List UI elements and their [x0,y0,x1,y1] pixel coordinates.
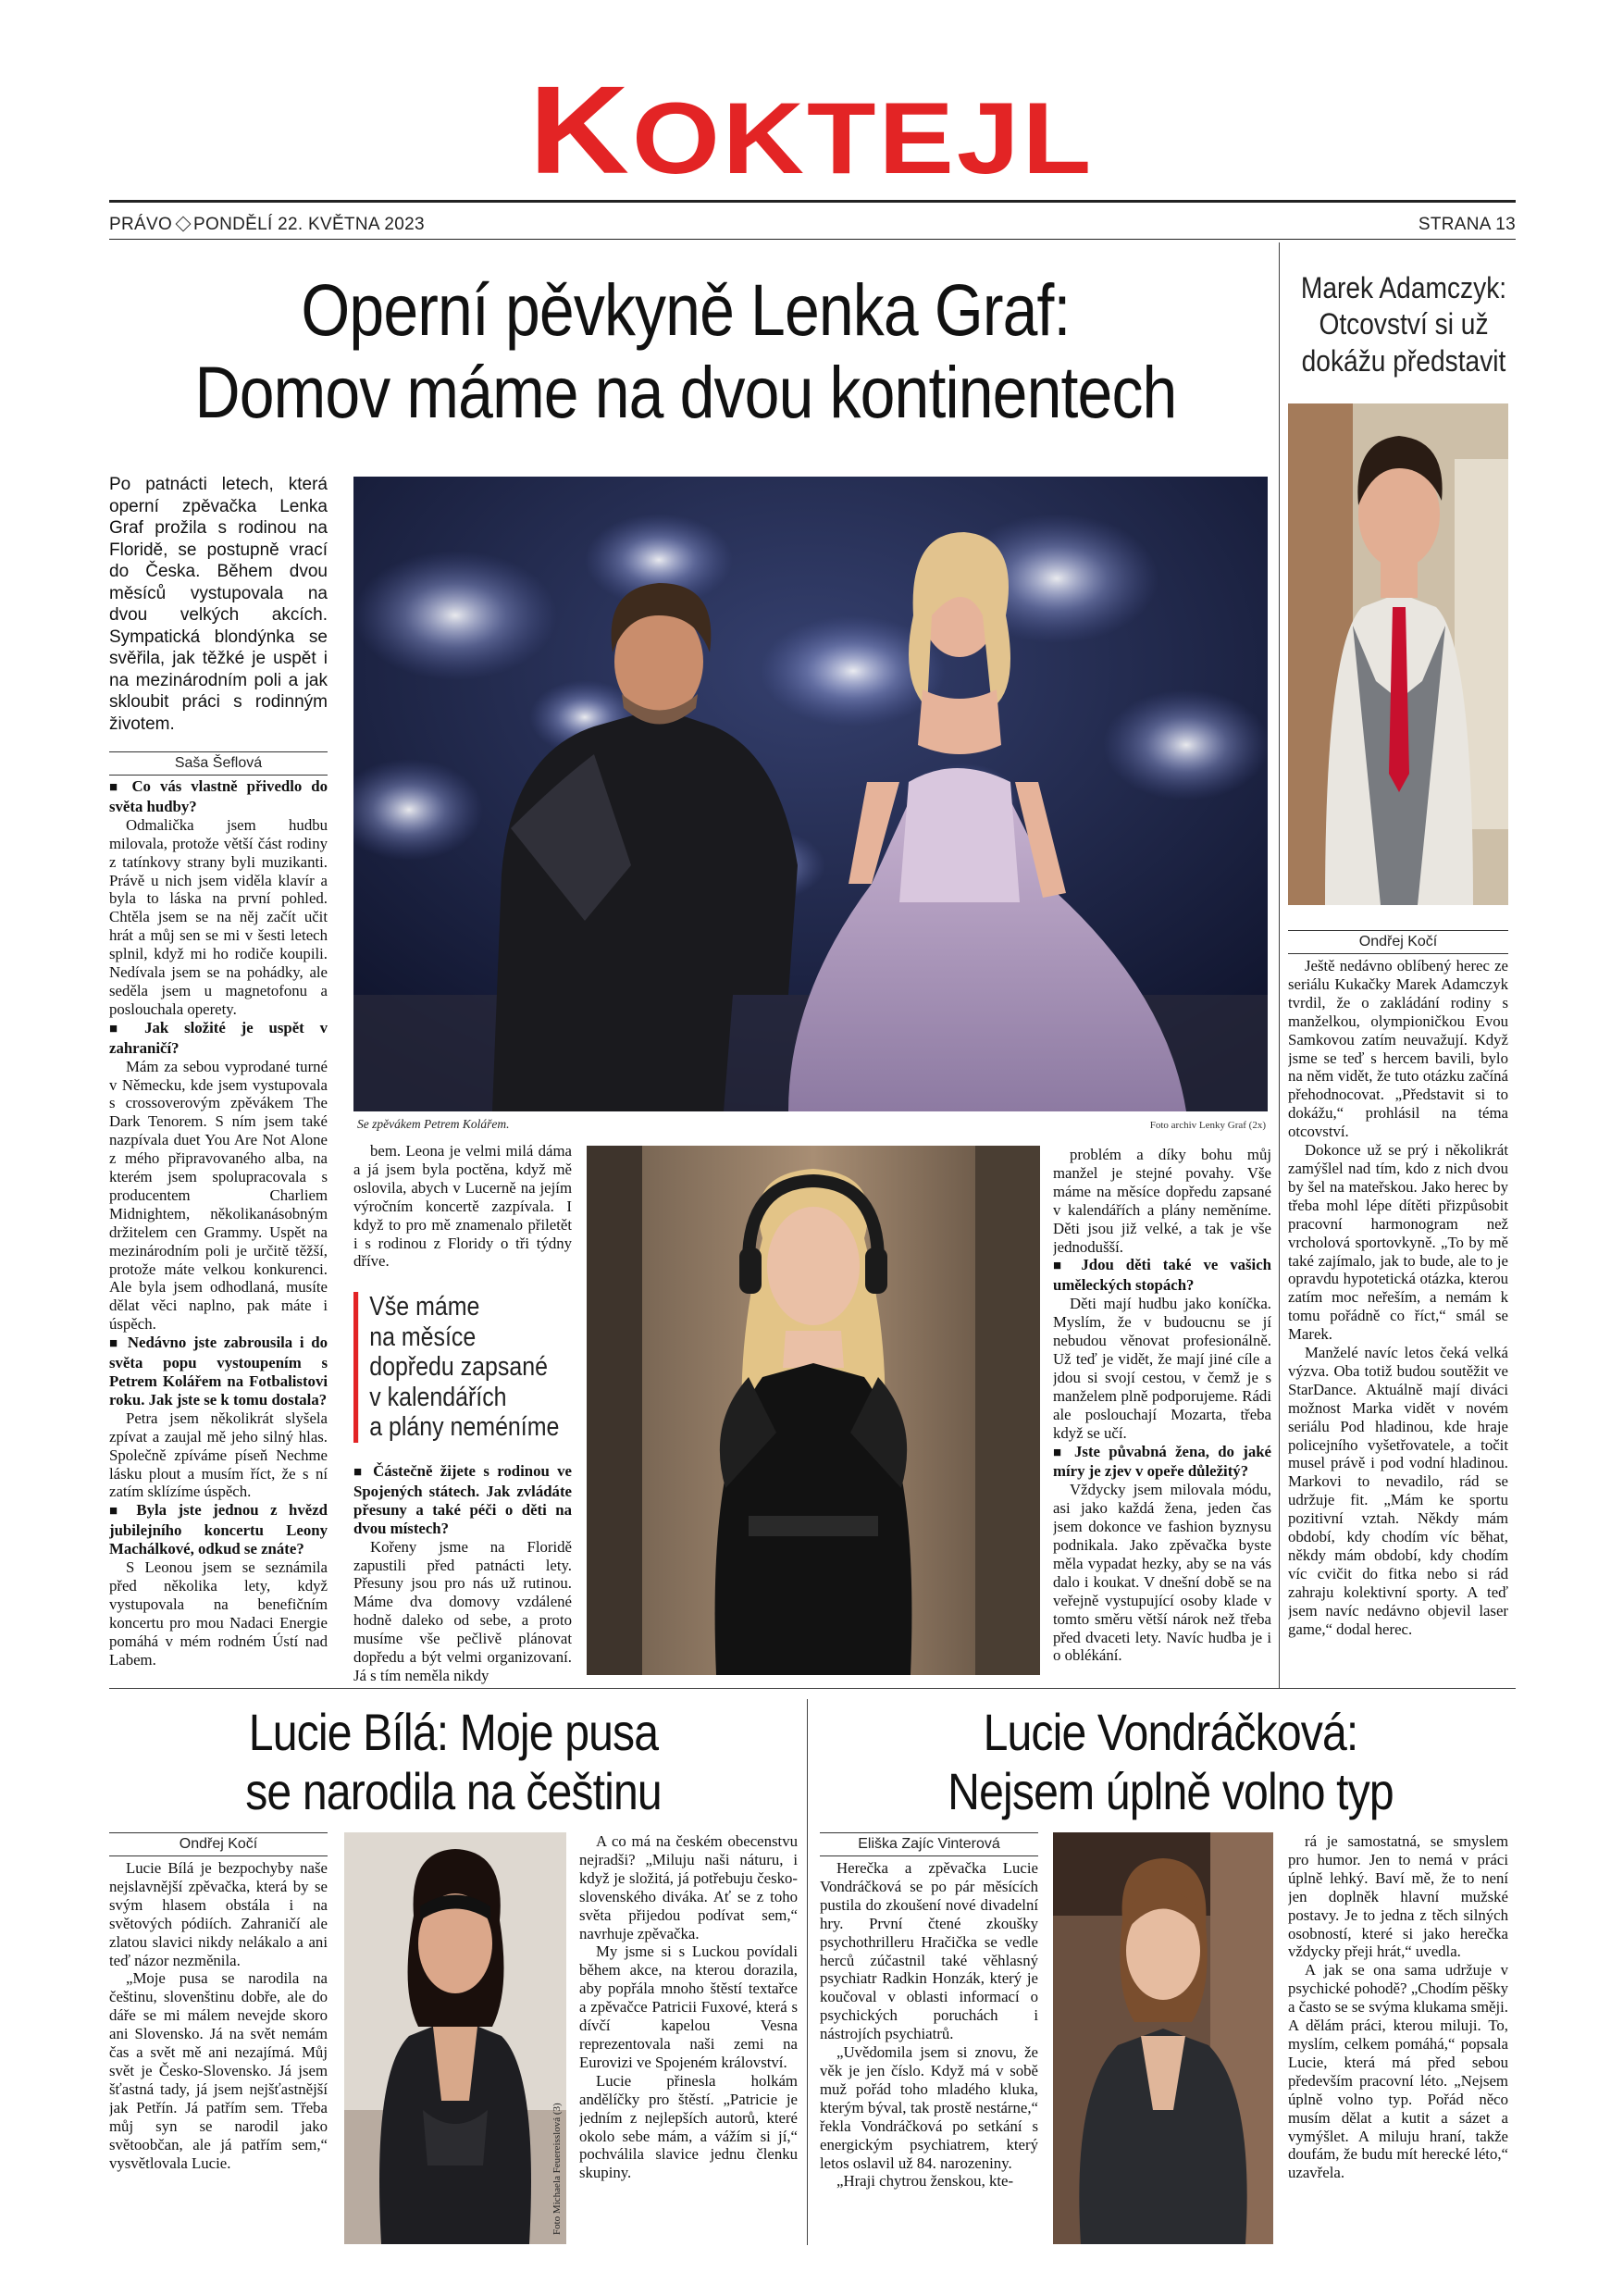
interview-question: ■ Částečně žijete s rodinou ve Spojených státech. Jak zvládáte přesuny a také péči o děti na dvou místech? [353,1462,572,1538]
photo-credit: Foto archiv Lenky Graf (2x) [1149,1120,1266,1131]
article-column [1053,1146,1271,1675]
paragraph: Herečka a zpěvačka Lucie Vondráčková se po pár měsících pustila do zkoušení nové divadelní hry. První čtené zkoušky psychothrilleru Hračička se vedle herců zúčastnil také věhlasný psychiatr Radkin Honzák, který je koučoval v oblasti informací o psychických poruchách i nástrojích psychiatrů. [820,1859,1038,2043]
article-column [579,1832,798,2249]
headline-line: Lucie Bílá: Moje pusa [248,1703,659,1761]
interview-question: ■ Jdou děti také ve vašich uměleckých stopách? [1053,1256,1271,1295]
author-byline: Ondřej Kočí [1288,930,1508,954]
paragraph: Manželé navíc letos čeká velká výzva. Oba totiž budou soutěžit ve StarDance. Aktuálně mají diváci možnost Marka vidět v novém seriálu Pod hladinou, kde hraje policejního vyšetřovatele, a točit musel právě i pod vodní hladinou. Markovi to nevadilo, rád se udržuje fit. „Mám ke sportu pozitivní vztah. Někdy mám období, kdy chodím víc běhat, někdy mám období, kdy chodím víc cvičit do fitka nebo si rád zahraju kolektivní sporty. A teď jsem navíc nedávno objevil laser game,“ dodal herec. [1288,1344,1508,1638]
interview-question: ■ Byla jste jednou z hvězd jubilejního koncertu Leony Machálkové, odkud se znáte? [109,1501,328,1558]
author-byline: Eliška Zajíc Vinterová [820,1832,1038,1856]
photo-credit: Foto Michaela Feuereisslová (3) [551,2103,563,2235]
diamond-icon [176,217,192,232]
paragraph: Petra jsem několikrát slyšela zpívat a zaujal mě jeho silný hlas. Společně zpíváme píseň Nechme lásku plout a musím říct, že s ní zatím sklízíme úspěch. [109,1409,328,1501]
paragraph: A co má na českém obecenstvu nejradši? „Miluju naši náturu, i když je složitá, já potřebuju česko-slovenského diváka. Ať se z toho světa přijedou podívat sem,“ navrhuje zpěvačka. [579,1832,798,1942]
article-column [353,1142,572,1273]
pull-quote [353,1292,560,1443]
pull-quote-line: v kalendářích [369,1382,507,1412]
headline-line: se narodila na češtinu [245,1762,662,1821]
column-divider [807,1699,808,2245]
headline-line: Operní pěvkyně Lenka Graf: [301,268,1071,351]
side-headline-line: Marek Adamczyk: [1300,271,1507,304]
issue-date: PONDĚLÍ 22. KVĚTNA 2023 [193,215,425,234]
article-column [109,1859,328,2248]
paragraph: Kořeny jsme na Floridě zapustili před patnácti lety. Přesuny jsou pro nás už rutinou. Máme dva domovy vzdálené hodně daleko od sebe, a proto musíme vše pečlivě plánovat dopředu a být velmi organizovaní. Já s tím neměla nikdy [353,1537,572,1684]
paragraph: „Hraji chytrou ženskou, kte- [836,2172,1014,2191]
article-column [1288,1832,1508,2249]
author-byline: Ondřej Kočí [109,1832,328,1856]
actor-photo [1288,403,1508,905]
pull-quote-line: dopředu zapsané [369,1352,548,1382]
vondrackova-headline [873,1703,1469,1822]
paragraph: My jsme si s Luckou povídali během akce, na kterou dorazila, aby popřála mnoho štěstí textařce a zpěvačce Patricii Fuxové, která s dívčí kapelou Vesna reprezentovala naši zemi na Eurovizi ve Spojeném království. [579,1942,798,2071]
author-byline: Saša Šeflová [109,751,328,776]
side-headline [1297,270,1511,379]
concert-photo [353,477,1268,1111]
interview-question: ■ Nedávno jste zabrousila i do světa popu vystoupením s Petrem Kolářem na Fotbalistovi roku. Jak jste se k tomu dostala? [109,1334,328,1409]
paragraph: Vždycky jsem milovala módu, asi jako každá žena, jeden čas jsem dokonce ve fashion byznysu podnikala. Jako zpěvačka byste měla vypadat hezky, aby se na vás dalo i koukat. V dnešní době se na veřejně vystupující osoby klade v tomto směru větší nárok než třeba před dvaceti lety. Navíc hudba je i o oblékání. [1053,1481,1271,1665]
interview-question: ■ Jste půvabná žena, do jaké míry je zjev v opeře důležitý? [1053,1443,1271,1482]
article-column [820,1859,1038,2248]
masthead-logo: KOKTEJL [528,59,1095,200]
side-headline-line: Otcovství si už [1319,307,1489,341]
article-perex: Po patnácti letech, která operní zpěvačka Lenka Graf prožila s rodinou na Floridě, se postupně vrací do Česka. Během dvou měsíců vystupovala na dvou velkých akcích. Sympatická blondýnka se svěřila, jak těžké je uspět i na mezinárodním poli a jak skloubit práci s rodinným životem. [109,475,328,734]
header-rule [109,200,1516,203]
interview-question: ■ Jak složité je uspět v zahraničí? [109,1019,328,1058]
pull-quote-line: Vše máme [369,1292,480,1322]
paragraph: rá je samostatná, se smyslem pro humor. Jen to nemá v práci úplně lehký. Baví mě, že to není jen doplněk hlavní mužské postavy. Je to jedna z těch silných osobností, které si jako herečka vždycky přeji hrát,“ uvedla. [1288,1832,1508,1961]
lucie-vondrackova-photo [1053,1832,1273,2244]
singer-portrait-photo [587,1146,1040,1675]
bila-headline [159,1703,748,1822]
section-divider [109,1688,1516,1689]
headline-line: Lucie Vondráčková: [983,1703,1358,1761]
headline-line: Nejsem úplně volno typ [948,1762,1394,1821]
paragraph: Odmalička jsem hudbu milovala, protože větší část rodiny z tatínkovy strany byli muzikanti. Právě u nich jsem viděla klavír a byla to láska na první pohled. Chtěla jsem se na něj začít učit hrát a můj sen se mi v šesti letech splnil, když mi ho rodiče koupili. Nedívala jsem se na pohádky, ale seděla jsem u magnetofonu a poslouchala operety. [109,815,328,1018]
paragraph: Ještě nedávno oblíbený herec ze seriálu Kukačky Marek Adamczyk tvrdil, že o zakládání rodiny s manželkou, olympioničkou Evou Samkovou zatím neuvažují. Když jsme se teď s hercem bavili, bylo na něm vidět, že tuto otázku začíná přehodnocovat. „Představit si to dokážu,“ prohlásil na téma otcovství. [1288,957,1508,1141]
paragraph: S Leonou jsem se seznámila před několika lety, když vystupovala na benefičním koncertu pro mou Nadaci Energie pomáhá v mém rodném Ústí nad Labem. [109,1558,328,1669]
paragraph: „Moje pusa se narodila na češtinu, slovenštinu dobře, ale do dáře se mi málem nevejde skoro ani Slovensko. Já na svět nemám čas a svět mě ani nezajímá. Můj svět je Česko-Slovensko. Já jsem šťastná tady, já jsem nejšťastnější jak Petřín. Já patřím sem. Třeba můj syn se narodil jako světoobčan, ale já patřím sem,“ vysvětlovala Lucie. [109,1969,328,2172]
paragraph: A jak se ona sama udržuje v psychické pohodě? „Chodím pěšky a často se se svýma klukama směji. A dělám práci, kterou miluji. To, myslím, celkem pomáhá,“ popsala Lucie, která má před sebou především pracovní léto. „Nejsem úplně volno typ. Pořád něco musím dělat a kutit a sázet a vymýšlet. A miluju hraní, takže doufám, že budu mít herecké léto,“ uzavřela. [1288,1961,1508,2182]
paragraph: „Uvědomila jsem si znovu, že věk je jen číslo. Když má v sobě muž pořád toho mladého kluka, kterým býval, tak prostě nestárne,“ řekla Vondráčková po setkání s energickým psychiatrem, který letos oslavil už 84. narozeniny. [820,2043,1038,2172]
paragraph: Děti mají hudbu jako koníčka. Myslím, že v budoucnu se jí nebudou věnovat profesionálně. Už teď je vidět, že mají jiné cíle a jdou si svojí cestou, v čemž je s manželem plně podporujeme. Rádi ale poslouchají Mozarta, třeba když se učí. [1053,1295,1271,1442]
side-headline-line: dokážu představit [1301,343,1506,378]
lucie-bila-photo [344,1832,566,2244]
headline-line: Domov máme na dvou kontinentech [194,351,1177,434]
page-number: STRANA 13 [1418,215,1516,234]
header-rule-thin [109,239,1516,240]
column-divider [1279,242,1280,1688]
interview-question: ■ Co vás vlastně přivedlo do světa hudby? [109,777,328,816]
paragraph: Lucie přinesla holkám andělíčky pro štěstí. „Patricie je jedním z nejlepších autorů, které okolo sebe mám, a vážím si jí,“ pochválila slavice jednu členku skupiny. [579,2071,798,2182]
article-column [109,777,328,1838]
photo-caption: Se zpěvákem Petrem Kolářem. [357,1117,510,1131]
pull-quote-line: a plány neméníme [369,1412,560,1442]
paragraph: Lucie Bílá je bezpochyby naše nejslavnější zpěvačka, která by se svým hlasem obstála i na světových pódiích. Zahraničí ale zlatou slavici nikdy nelákalo a ani teď názor nezměnila. [109,1859,328,1969]
side-article-column [1288,957,1508,1682]
paragraph: Mám za sebou vyprodané turné v Německu, kde jsem vystupovala s crossoverovým zpěvákem The Dark Tenorem. S ním jsem také nazpívala duet You Are Not Alone z mého připravovaného alba, na kterém jsem spolupracovala s producentem Charliem Midnightem, několikanásobným držitelem cen Grammy. Uspět na mezinárodním poli je určitě těžší, protože máte velkou konkurenci. Ale byla jsem odhodlaná, musíte dělat věci naplno, pak máte i úspěch. [109,1057,328,1334]
pull-quote-line: na měsíce [369,1322,477,1352]
paper-name: PRÁVO [109,215,173,234]
issue-info [109,215,425,235]
paragraph: bem. Leona je velmi milá dáma a já jsem byla poctěna, když mě oslovila, abych v Lucerně na jejím výročním koncertě zazpívala. I když to pro mě znamenalo přiletět i s rodinou z Floridy o tři týdny dříve. [353,1142,572,1271]
paragraph: Dokonce už se prý i několikrát zamýšlel nad tím, kdo z nich dvou by šel na mateřskou. Jako herec by třeba mohl lépe dítěti přizpůsobit pracovní harmonogram než vrcholová sportovkyně. „To by mě také zajímalo, jak to bude, ale to je opravdu hypotetická otázka, kterou zatím moc neřeším, a nemám k tomu pořádně co říct,“ smál se Marek. [1288,1141,1508,1344]
paragraph: problém a díky bohu můj manžel je stejné povahy. Vše máme na měsíce dopředu zapsané v kalendářích a plány neměníme. Děti jsou již velké, a tak je vše jednodušší. [1053,1146,1271,1256]
main-headline [180,268,1191,434]
